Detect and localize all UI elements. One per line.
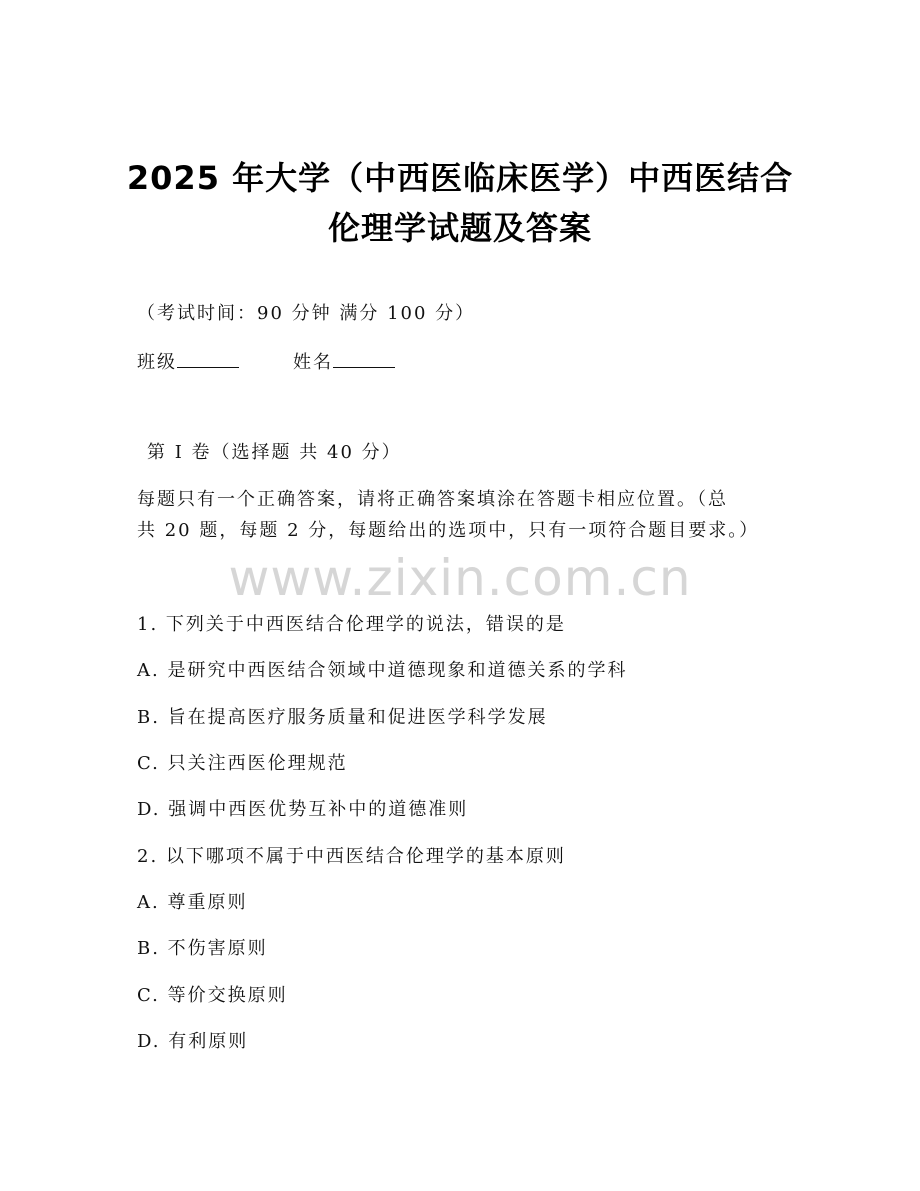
- name-blank[interactable]: [333, 349, 395, 368]
- question-2-option-a: A. 尊重原则: [137, 892, 248, 913]
- class-blank[interactable]: [177, 349, 239, 368]
- question-2-option-c: C. 等价交换原则: [137, 985, 288, 1006]
- watermark: www.zixin.com.cn: [228, 549, 692, 607]
- name-label: 姓名: [293, 352, 333, 373]
- section-header: 第 I 卷（选择题 共 40 分）: [147, 442, 402, 463]
- document-title-line-2: 伦理学试题及答案: [327, 209, 592, 247]
- question-1-option-b: B. 旨在提高医疗服务质量和促进医学科学发展: [137, 707, 548, 728]
- class-label: 班级: [137, 352, 177, 373]
- question-1-option-c: C. 只关注西医伦理规范: [137, 753, 348, 774]
- question-1-option-d: D. 强调中西医优势互补中的道德准则: [137, 799, 469, 820]
- question-2-option-d: D. 有利原则: [137, 1031, 249, 1052]
- question-1-option-a: A. 是研究中西医结合领域中道德现象和道德关系的学科: [137, 660, 628, 681]
- question-2-stem: 2. 以下哪项不属于中西医结合伦理学的基本原则: [137, 846, 566, 867]
- instructions-line-2: 共 20 题，每题 2 分，每题给出的选项中，只有一项符合题目要求。）: [137, 520, 760, 541]
- question-1-stem: 1. 下列关于中西医结合伦理学的说法，错误的是: [137, 614, 566, 635]
- question-2-option-b: B. 不伤害原则: [137, 938, 268, 959]
- exam-info: （考试时间：90 分钟 满分 100 分）: [137, 303, 476, 324]
- student-info-row: [137, 349, 395, 376]
- document-title-line-1: 2025 年大学（中西医临床医学）中西医结合: [126, 159, 794, 197]
- instructions-line-1: 每题只有一个正确答案，请将正确答案填涂在答题卡相应位置。（总: [137, 489, 728, 510]
